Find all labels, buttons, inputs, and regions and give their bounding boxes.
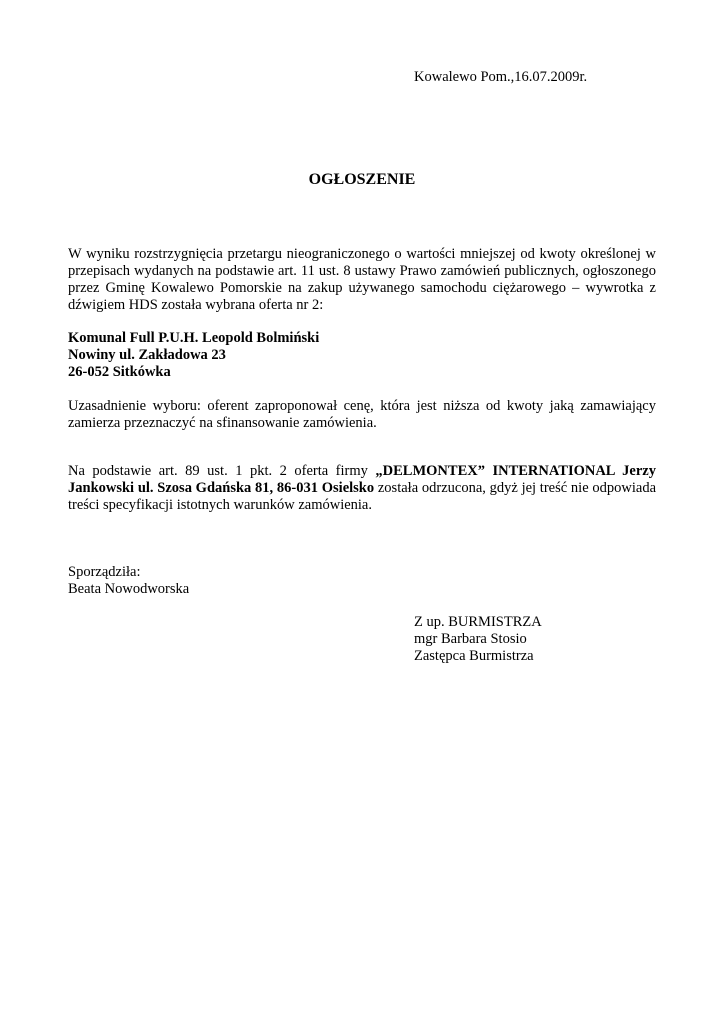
signature-line-2: mgr Barbara Stosio xyxy=(414,631,527,647)
signature-block xyxy=(414,614,542,665)
prepared-by-name: Beata Nowodworska xyxy=(68,581,190,597)
rejected-company: „DELMONTEX” INTERNATIONAL Jerzy Jankowski ul. Szosa Gdańska 81, 86-031 Osielsko xyxy=(68,463,656,496)
rejection-suffix: została odrzucona, gdyż jej treść nie odpowiada treści specyfikacji istotnych warunków zamówienia. xyxy=(68,480,657,513)
prepared-by xyxy=(68,564,189,598)
selected-company xyxy=(68,330,319,381)
company-street: Nowiny ul. Zakładowa 23 xyxy=(68,347,226,363)
rejection-prefix: Na podstawie art. 89 ust. 1 pkt. 2 oferta firmy xyxy=(68,463,376,479)
signature-line-1: Z up. BURMISTRZA xyxy=(414,614,542,630)
document-title: OGŁOSZENIE xyxy=(308,171,416,188)
justification-paragraph: Uzasadnienie wyboru: oferent zaproponował cenę, która jest niższa od kwoty jaką zamawiający zamierza przeznaczyć na sfinansowanie zamówienia. xyxy=(68,398,656,431)
prepared-by-label: Sporządziła: xyxy=(68,564,141,580)
rejection-paragraph xyxy=(68,463,656,514)
company-name: Komunal Full P.U.H. Leopold Bolmiński xyxy=(68,330,320,346)
announcement-paragraph: W wyniku rozstrzygnięcia przetargu nieograniczonego o wartości mniejszej od kwoty określonej w przepisach wydanych na podstawie art. 11 ust. 8 ustawy Prawo zamówień publicznych, ogłoszonego przez Gminę Kowalewo Pomorskie na zakup używanego samochodu ciężarowego – wywrotka z dźwigiem HDS została wybrana oferta nr 2: xyxy=(68,246,656,313)
company-city: 26-052 Sitkówka xyxy=(68,364,171,380)
signature-line-3: Zastępca Burmistrza xyxy=(414,648,534,664)
date-place: Kowalewo Pom.,16.07.2009r. xyxy=(414,69,588,85)
